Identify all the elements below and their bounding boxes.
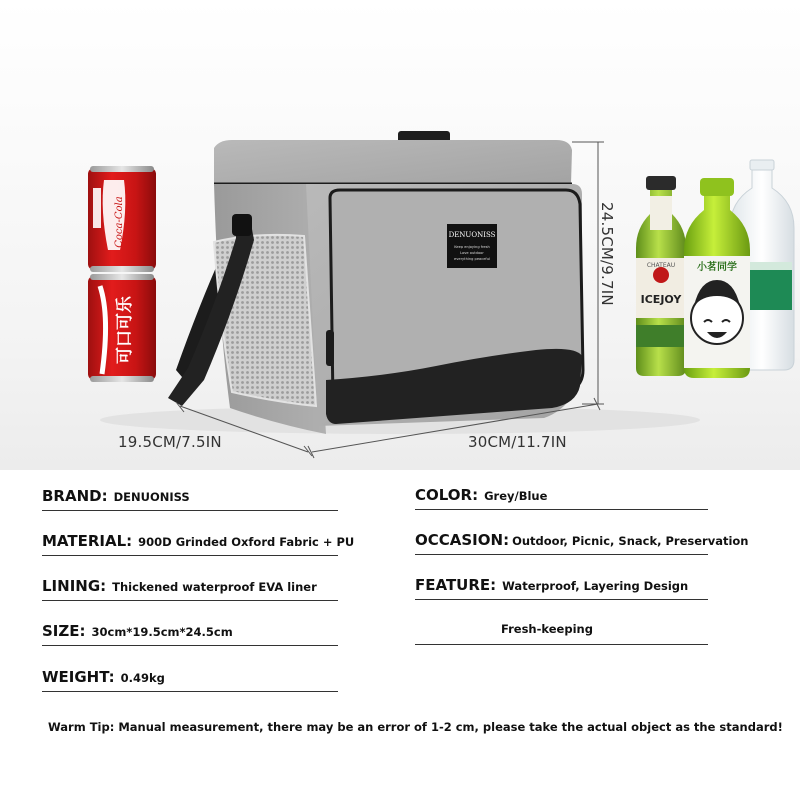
- spec-feature: [415, 576, 688, 598]
- spec-color-underline: [415, 509, 708, 510]
- dimension-width: 30CM/11.7IN: [468, 433, 567, 451]
- bag-label-line-1: Keep enjoying fresh: [454, 245, 490, 249]
- spec-feature-value: Waterproof, Layering Design: [502, 579, 689, 593]
- spec-feature-underline: [415, 599, 708, 600]
- warm-tip: Warm Tip: Manual measurement, there may be an error of 1-2 cm, please take the actual object as the standard!: [48, 720, 783, 734]
- spec-lining-label: LINING:: [42, 577, 107, 595]
- can-bottom-text: 可口可乐: [115, 296, 135, 364]
- bag-label-brand: DENUONISS: [448, 231, 496, 239]
- spec-weight: [42, 668, 165, 690]
- spec-occasion: [415, 531, 749, 553]
- spec-feature-continuation-underline: [415, 644, 708, 645]
- icejoy-brand-text: ICEJOY: [640, 293, 682, 306]
- spec-occasion-label: OCCASION:: [415, 531, 510, 549]
- spec-lining: [42, 577, 317, 599]
- spec-size-label: SIZE:: [42, 622, 86, 640]
- can-top-text: Coca-Cola: [114, 196, 125, 248]
- spec-material: [42, 532, 354, 554]
- spec-size: [42, 622, 233, 644]
- spec-size-value: 30cm*19.5cm*24.5cm: [91, 625, 233, 639]
- dimension-depth: 19.5CM/7.5IN: [118, 433, 222, 451]
- spec-color: [415, 486, 547, 508]
- dimension-height: 24.5CM/9.7IN: [598, 202, 616, 306]
- bag-label-line-3: everything peaceful: [454, 257, 490, 261]
- bag-label-line-2: Love outdoor: [460, 251, 484, 255]
- spec-feature-continuation: [501, 622, 593, 644]
- spec-weight-value: 0.49kg: [120, 671, 165, 685]
- green-tea-text: 小茗同学: [697, 262, 737, 273]
- spec-lining-underline: [42, 600, 338, 601]
- spec-feature-label: FEATURE:: [415, 576, 497, 594]
- spec-material-value: 900D Grinded Oxford Fabric + PU: [138, 535, 355, 549]
- spec-brand-value: DENUONISS: [113, 490, 190, 504]
- icejoy-sub-text: CHATEAU: [646, 262, 676, 269]
- spec-occasion-value: Outdoor, Picnic, Snack, Preservation: [512, 534, 749, 548]
- spec-lining-value: Thickened waterproof EVA liner: [112, 580, 317, 594]
- spec-material-underline: [42, 555, 338, 556]
- spec-size-underline: [42, 645, 338, 646]
- spec-color-label: COLOR:: [415, 486, 479, 504]
- spec-brand-underline: [42, 510, 338, 511]
- spec-weight-label: WEIGHT:: [42, 668, 115, 686]
- spec-brand-label: BRAND:: [42, 487, 108, 505]
- spec-brand: [42, 487, 190, 509]
- spec-feature-continuation-value: Fresh-keeping: [501, 622, 593, 636]
- spec-color-value: Grey/Blue: [484, 489, 548, 503]
- cooler-bag: [168, 131, 583, 434]
- spec-occasion-underline: [415, 554, 708, 555]
- spec-weight-underline: [42, 691, 338, 692]
- spec-material-label: MATERIAL:: [42, 532, 133, 550]
